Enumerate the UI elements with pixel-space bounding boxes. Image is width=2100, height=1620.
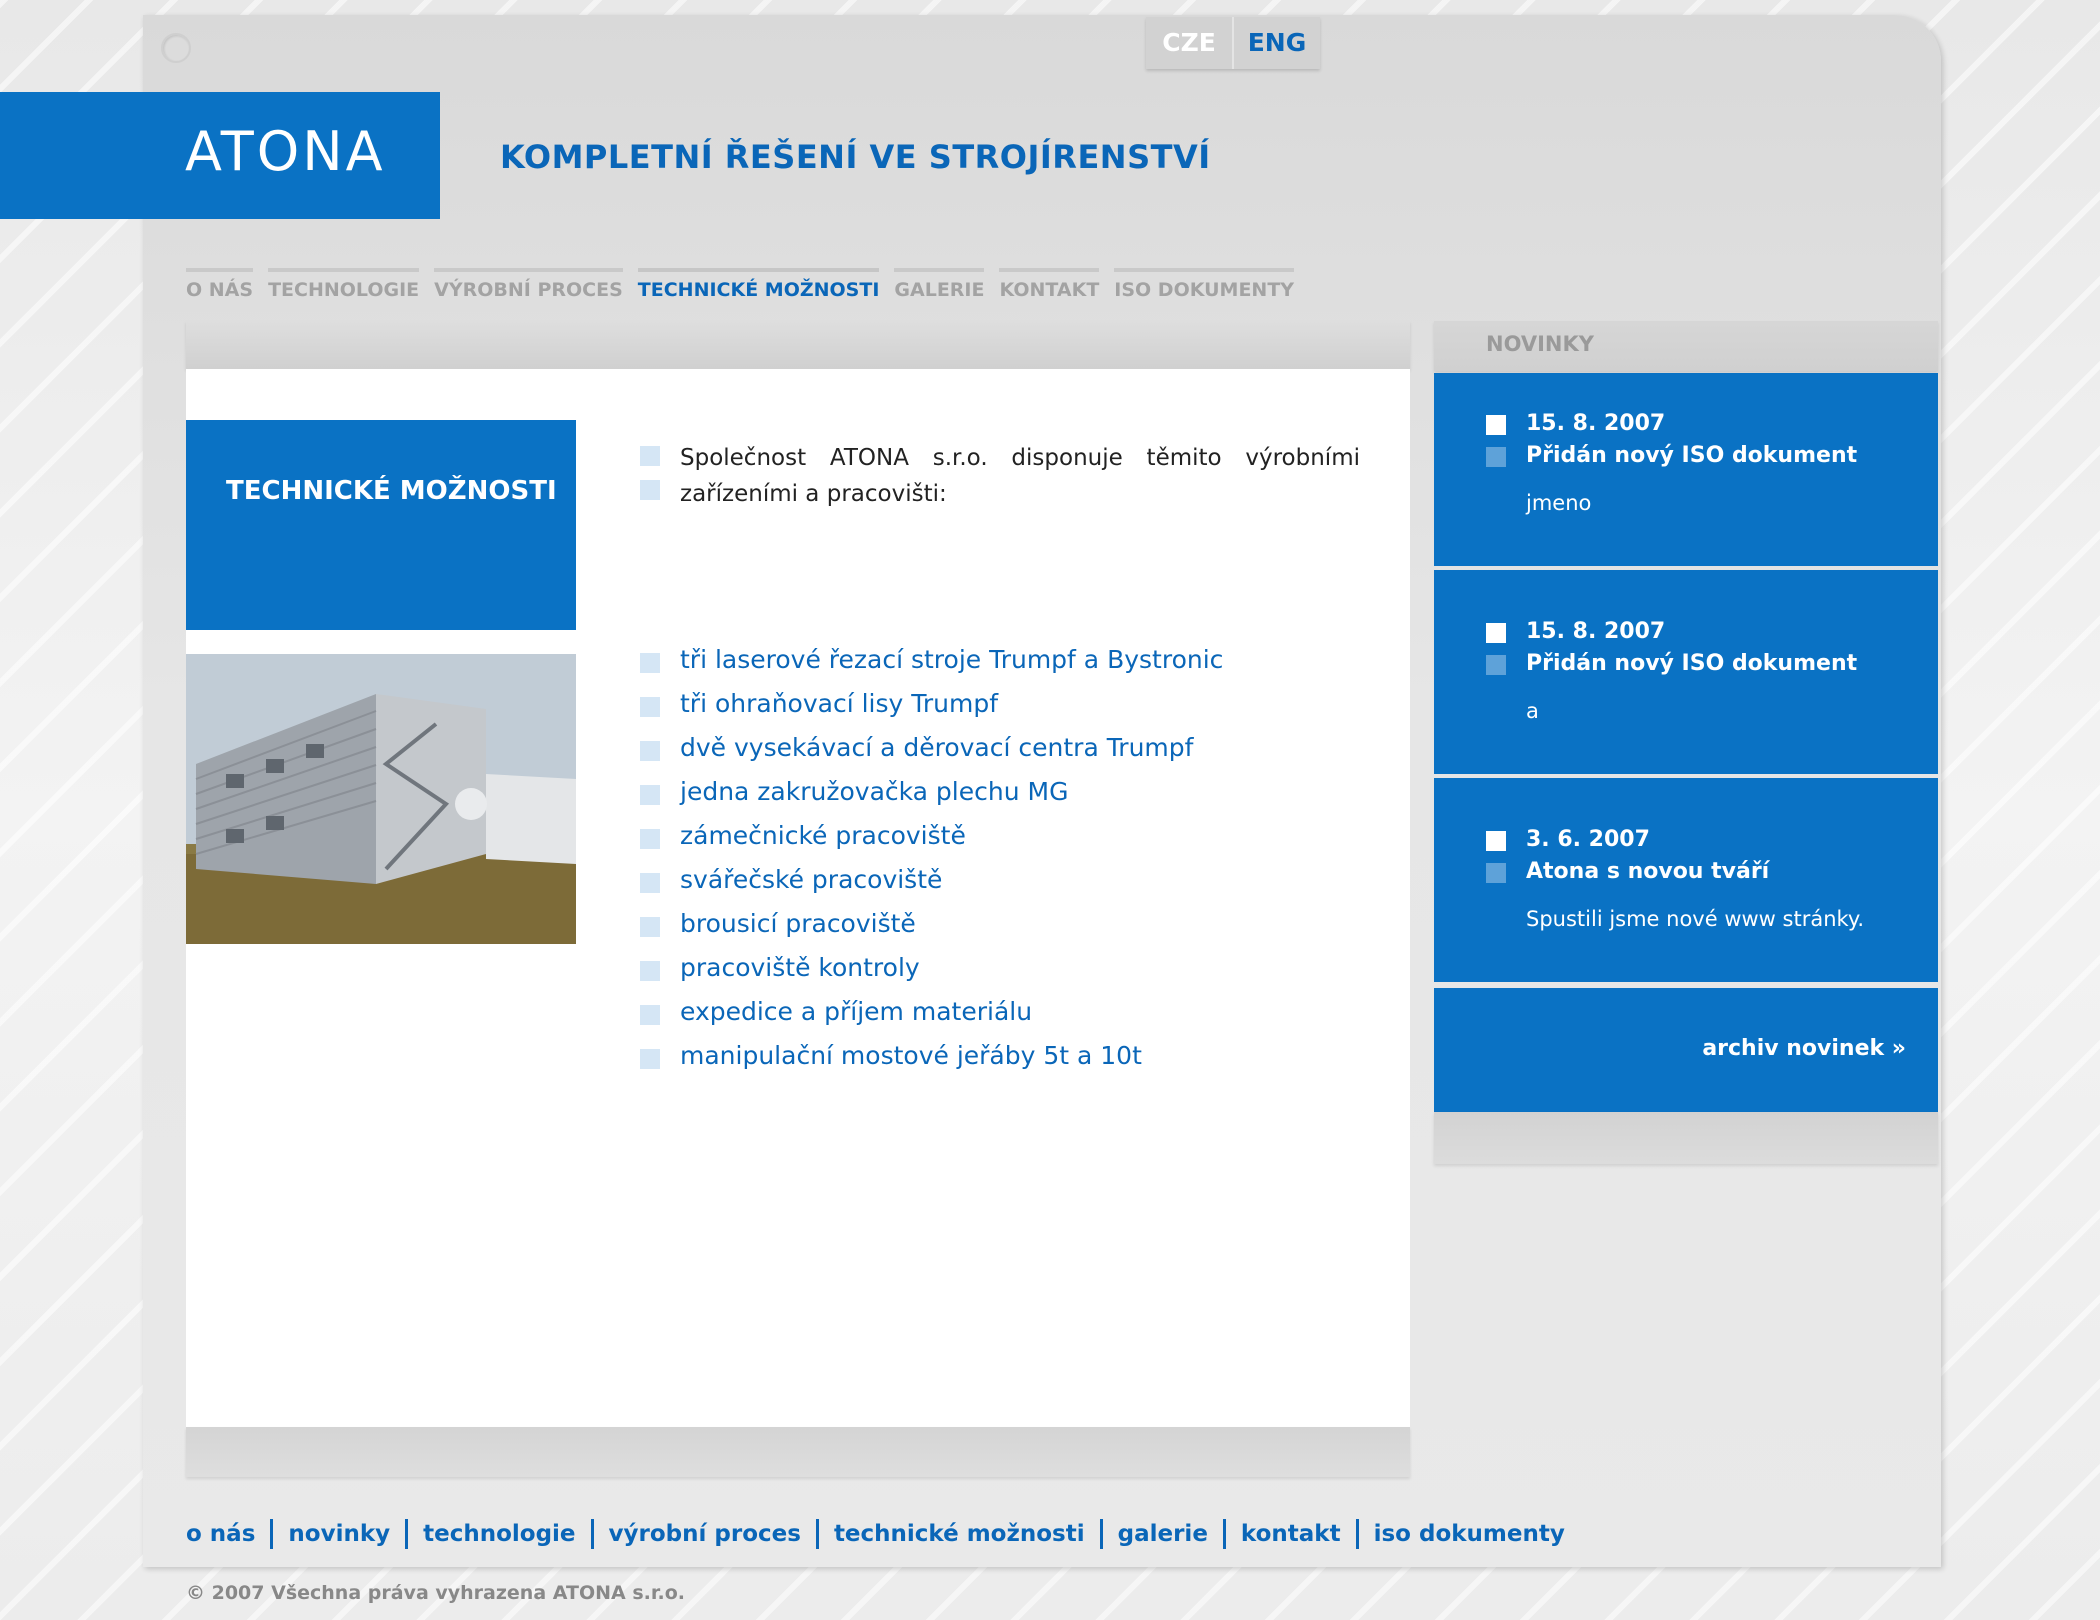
bullet-icon xyxy=(1486,415,1506,435)
bullet-icon xyxy=(640,961,660,981)
equipment-item[interactable]: manipulační mostové jeřáby 5t a 10t xyxy=(680,1041,1142,1070)
equipment-item[interactable]: tři ohraňovací lisy Trumpf xyxy=(680,689,999,718)
bullet-icon xyxy=(1486,863,1506,883)
content-footer-bar xyxy=(186,1427,1410,1477)
separator xyxy=(1356,1519,1359,1549)
footer-link-iso-dokumenty[interactable]: iso dokumenty xyxy=(1373,1521,1565,1547)
building-illustration xyxy=(186,654,576,944)
nav-item-iso-dokumenty[interactable]: ISO DOKUMENTY xyxy=(1114,268,1294,301)
bullet-icon xyxy=(1486,831,1506,851)
equipment-item[interactable]: brousicí pracoviště xyxy=(680,909,916,938)
news-item[interactable] xyxy=(1434,570,1938,774)
bullet-icon xyxy=(640,917,660,937)
news-date: 15. 8. 2007 xyxy=(1526,411,1666,436)
footer-link-vyrobni-proces[interactable]: výrobní proces xyxy=(608,1521,801,1547)
bullet-icon xyxy=(1486,623,1506,643)
section-title: TECHNICKÉ MOŽNOSTI xyxy=(226,476,557,506)
news-archive-box xyxy=(1434,988,1938,1112)
bullet-icon xyxy=(640,446,660,466)
news-title[interactable]: Přidán nový ISO dokument xyxy=(1526,651,1858,676)
news-date: 3. 6. 2007 xyxy=(1526,827,1650,852)
footer-nav xyxy=(186,1519,1565,1549)
nav-item-galerie[interactable]: GALERIE xyxy=(894,268,984,301)
footer-link-o-nas[interactable]: o nás xyxy=(186,1521,256,1547)
news-title[interactable]: Přidán nový ISO dokument xyxy=(1526,443,1858,468)
news-item[interactable] xyxy=(1434,373,1938,566)
nav-item-technologie[interactable]: TECHNOLOGIE xyxy=(268,268,419,301)
nav-item-o-nas[interactable]: O NÁS xyxy=(186,268,253,301)
separator xyxy=(1223,1519,1226,1549)
intro-text: Společnost ATONA s.r.o. disponuje těmito výrobními zařízeními a pracovišti: xyxy=(680,445,1360,507)
equipment-item[interactable]: dvě vysekávací a děrovací centra Trumpf xyxy=(680,733,1194,762)
equipment-item[interactable]: expedice a příjem materiálu xyxy=(680,997,1033,1026)
section-title-box xyxy=(186,420,576,630)
bullet-icon xyxy=(640,1049,660,1069)
archive-link[interactable]: archiv novinek » xyxy=(1702,1036,1906,1061)
footer-link-novinky[interactable]: novinky xyxy=(288,1521,391,1547)
nav-item-vyrobni-proces[interactable]: VÝROBNÍ PROCES xyxy=(434,268,623,301)
separator xyxy=(405,1519,408,1549)
footer-link-galerie[interactable]: galerie xyxy=(1117,1521,1208,1547)
news-item[interactable] xyxy=(1434,778,1938,982)
copyright: © 2007 Všechna práva vyhrazena ATONA s.r.o. xyxy=(186,1582,686,1604)
bullet-icon xyxy=(640,785,660,805)
page-tagline: KOMPLETNÍ ŘEŠENÍ VE STROJÍRENSTVÍ xyxy=(500,138,1211,176)
building-photo xyxy=(186,654,576,944)
bullet-icon xyxy=(640,1005,660,1025)
news-footer-bar xyxy=(1434,1112,1938,1164)
bullet-icon xyxy=(640,873,660,893)
news-description: Spustili jsme nové www stránky. xyxy=(1526,907,1865,931)
equipment-item[interactable]: svářečské pracoviště xyxy=(680,865,943,894)
news-header-label: NOVINKY xyxy=(1486,332,1594,356)
lang-cze-button[interactable]: CZE xyxy=(1146,17,1234,69)
bullet-icon xyxy=(1486,655,1506,675)
equipment-item[interactable]: pracoviště kontroly xyxy=(680,953,920,982)
logo[interactable]: ATONA xyxy=(185,120,386,183)
news-date: 15. 8. 2007 xyxy=(1526,619,1666,644)
main-nav xyxy=(186,268,1294,301)
bullet-icon xyxy=(1486,447,1506,467)
news-header xyxy=(1434,321,1938,371)
news-description: a xyxy=(1526,699,1539,723)
bullet-icon xyxy=(640,653,660,673)
equipment-item[interactable]: zámečnické pracoviště xyxy=(680,821,966,850)
footer-link-technologie[interactable]: technologie xyxy=(423,1521,576,1547)
language-switch xyxy=(1146,17,1320,69)
nav-item-technicke-moznosti[interactable]: TECHNICKÉ MOŽNOSTI xyxy=(638,268,880,301)
lang-eng-button[interactable]: ENG xyxy=(1234,17,1320,69)
news-title[interactable]: Atona s novou tváří xyxy=(1526,859,1770,884)
circle-icon xyxy=(161,33,191,63)
bullet-icon xyxy=(640,480,660,500)
footer-link-kontakt[interactable]: kontakt xyxy=(1240,1521,1341,1547)
footer-link-technicke-moznosti[interactable]: technické možnosti xyxy=(833,1521,1085,1547)
separator xyxy=(270,1519,273,1549)
separator xyxy=(591,1519,594,1549)
nav-item-kontakt[interactable]: KONTAKT xyxy=(999,268,1099,301)
bullet-icon xyxy=(640,829,660,849)
news-description: jmeno xyxy=(1526,491,1592,515)
content-header-bar xyxy=(186,321,1410,369)
equipment-item[interactable]: jedna zakružovačka plechu MG xyxy=(680,777,1069,806)
separator xyxy=(816,1519,819,1549)
equipment-item[interactable]: tři laserové řezací stroje Trumpf a Bystronic xyxy=(680,645,1224,674)
bullet-icon xyxy=(640,697,660,717)
separator xyxy=(1100,1519,1103,1549)
bullet-icon xyxy=(640,741,660,761)
